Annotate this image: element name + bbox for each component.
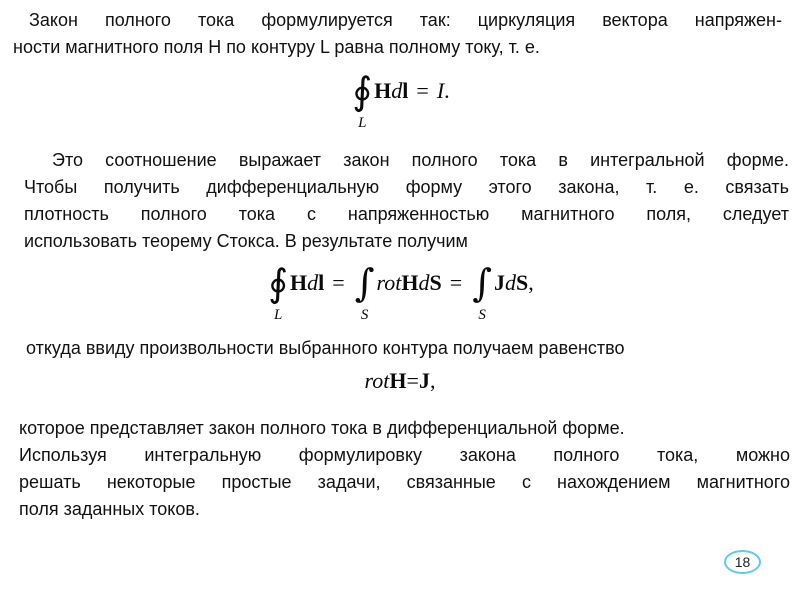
- vector-S: S: [429, 270, 442, 295]
- equals-sign: =: [332, 270, 345, 295]
- vector-S: S: [516, 270, 529, 295]
- paragraph-stokes-line-1: Это соотношение выражает закон полного тока в интегральной форме.: [52, 150, 789, 170]
- vector-H: H: [290, 270, 308, 295]
- surface-integral: [472, 261, 492, 322]
- differential-d: d: [505, 270, 516, 295]
- vector-l: l: [318, 270, 325, 295]
- integral-subscript-S: S: [478, 307, 486, 323]
- page-number-badge: [724, 550, 761, 574]
- integral-subscript-L: L: [273, 307, 283, 323]
- paragraph-intro: [13, 0, 782, 61]
- vector-l: l: [402, 78, 409, 103]
- paragraph-stokes-line-2: Чтобы получить дифференциальную форму этого закона, т. е. связать: [24, 177, 789, 197]
- paragraph-intro-line-2: ности магнитного поля Н по контуру L равна полному току, т. е.: [13, 37, 540, 57]
- differential-d: d: [391, 78, 403, 103]
- equals-sign: =: [406, 368, 419, 393]
- punctuation: ,: [429, 368, 436, 393]
- paragraph-applications-line-3: поля заданных токов.: [19, 499, 200, 519]
- contour-integral-symbol: ∮: [352, 69, 373, 113]
- paragraph-hence-line-1: откуда ввиду произвольности выбранного контура получаем равенство: [26, 338, 625, 358]
- formula-body: [494, 261, 534, 305]
- paragraph-stokes: [24, 147, 789, 255]
- paragraph-diff-form: [19, 415, 786, 442]
- surface-integral: [355, 261, 375, 322]
- current-I: I: [436, 78, 445, 103]
- equals-sign: =: [449, 270, 463, 295]
- paragraph-stokes-line-3: плотность полного тока с напряженностью магнитного поля, следует: [24, 204, 789, 224]
- vector-J: J: [418, 368, 430, 393]
- paragraph-applications-line-1: Используя интегральную формулировку закона полного тока, можно: [19, 445, 790, 465]
- punctuation: .: [444, 78, 450, 103]
- formula-integral-law: [0, 69, 800, 131]
- page-number: 18: [734, 554, 751, 570]
- formula-body: [377, 261, 471, 305]
- equals-sign: =: [416, 78, 429, 103]
- contour-integral-symbol: ∮: [268, 261, 289, 305]
- surface-integral-symbol: ∫: [354, 261, 375, 305]
- contour-integral: [352, 69, 372, 130]
- differential-d: d: [418, 270, 430, 295]
- paragraph-diff-form-line-1: которое представляет закон полного тока в дифференциальной форме.: [19, 418, 625, 438]
- paragraph-stokes-line-4: использовать теорему Стокса. В результате получим: [24, 231, 468, 251]
- paragraph-hence: [26, 335, 790, 362]
- paragraph-intro-line-1: Закон полного тока формулируется так: циркуляция вектора напряжен-: [29, 10, 782, 30]
- rot-operator: rot: [364, 368, 390, 393]
- vector-H: H: [389, 368, 407, 393]
- punctuation: ,: [528, 270, 534, 295]
- integral-subscript-S: S: [360, 307, 369, 323]
- formula-stokes-chain: [0, 261, 800, 323]
- contour-integral: [268, 261, 288, 322]
- vector-H: H: [374, 78, 392, 103]
- integral-subscript-L: L: [358, 115, 367, 131]
- surface-integral-symbol: ∫: [472, 261, 492, 305]
- paragraph-applications: [19, 442, 790, 523]
- vector-J: J: [494, 270, 505, 295]
- formula-body: [365, 364, 436, 398]
- formula-differential-law: [0, 364, 800, 398]
- formula-body: [374, 69, 450, 113]
- vector-H: H: [401, 270, 419, 295]
- rot-operator: rot: [376, 270, 402, 295]
- paragraph-applications-line-2: решать некоторые простые задачи, связанные с нахождением магнитного: [19, 472, 790, 492]
- differential-d: d: [307, 270, 319, 295]
- formula-body: [290, 261, 353, 305]
